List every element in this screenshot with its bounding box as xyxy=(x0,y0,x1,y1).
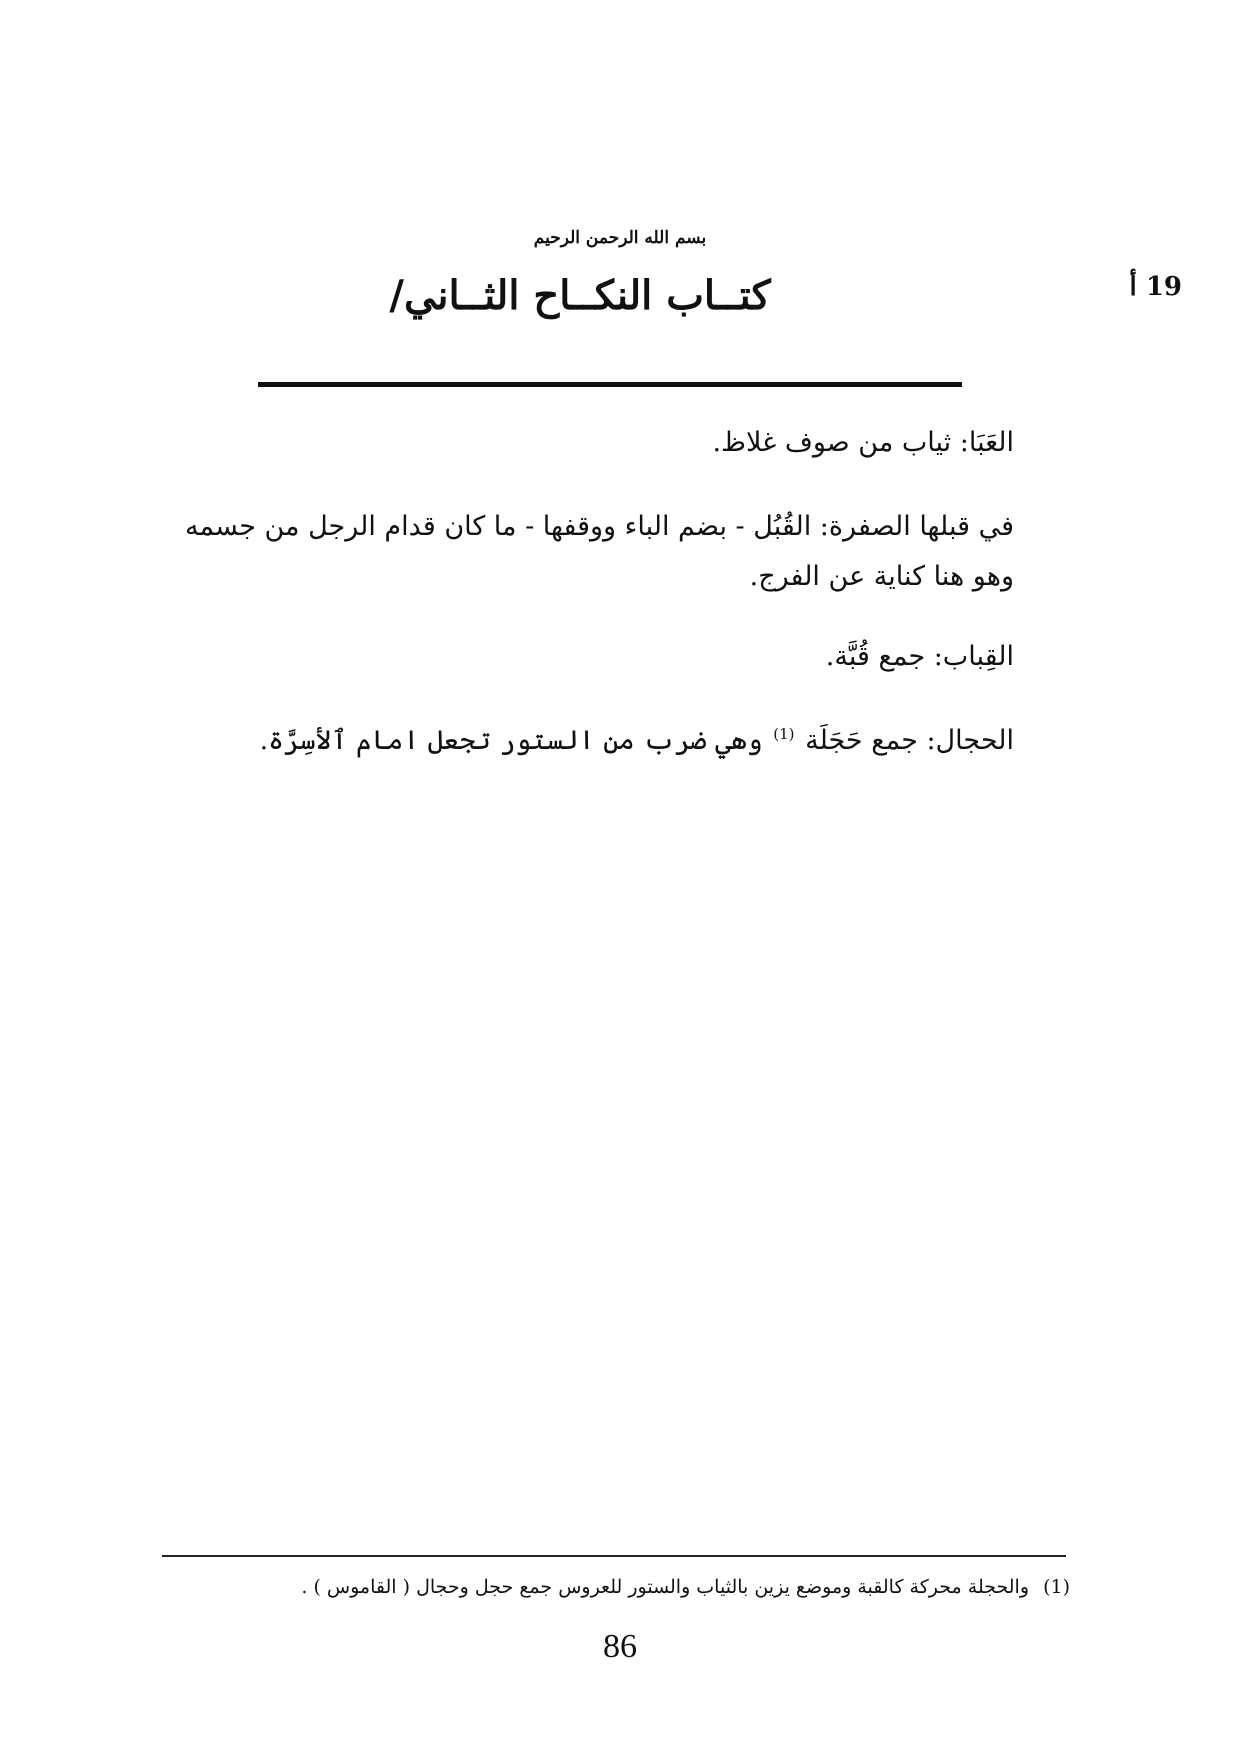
footnote-reference: (1) xyxy=(773,725,795,743)
entry-hijal xyxy=(150,716,1062,766)
page-number: 86 xyxy=(603,1628,637,1665)
footnote-text: والحجلة محركة كالقبة وموضع يزين بالثياب والستور للعروس جمع حجل وحجال ( القاموس ) . xyxy=(301,1576,1030,1598)
main-text xyxy=(150,418,1062,800)
basmala: بسم الله الرحمن الرحيم xyxy=(533,228,707,248)
footnote-number: (1) xyxy=(1043,1576,1070,1598)
entry-aba: العَبَا: ثياب من صوف غلاظ. xyxy=(712,427,1014,458)
folio-marker: 19 أ xyxy=(1129,272,1182,302)
title-divider xyxy=(258,382,962,387)
footnote xyxy=(150,1572,1070,1602)
entry-qibab: القِباب: جمع قُبَّة. xyxy=(825,641,1014,672)
footnote-divider xyxy=(162,1555,1066,1557)
entry-hijal-lead: الحجال: جمع حَجَلَة xyxy=(805,725,1014,756)
page-title: كتــاب النكــاح الثــاني/ xyxy=(389,272,771,319)
entry-hijal-rest: وهي ضرب من الستور تجعل امام ٱلأسِرَّة. xyxy=(259,725,763,756)
entry-qubul: في قبلها الصفرة: القُبُل - بضم الباء ووقفها - ما كان قدام الرجل من جسمه وهو هنا كناية عن الفرج. xyxy=(185,511,1014,592)
